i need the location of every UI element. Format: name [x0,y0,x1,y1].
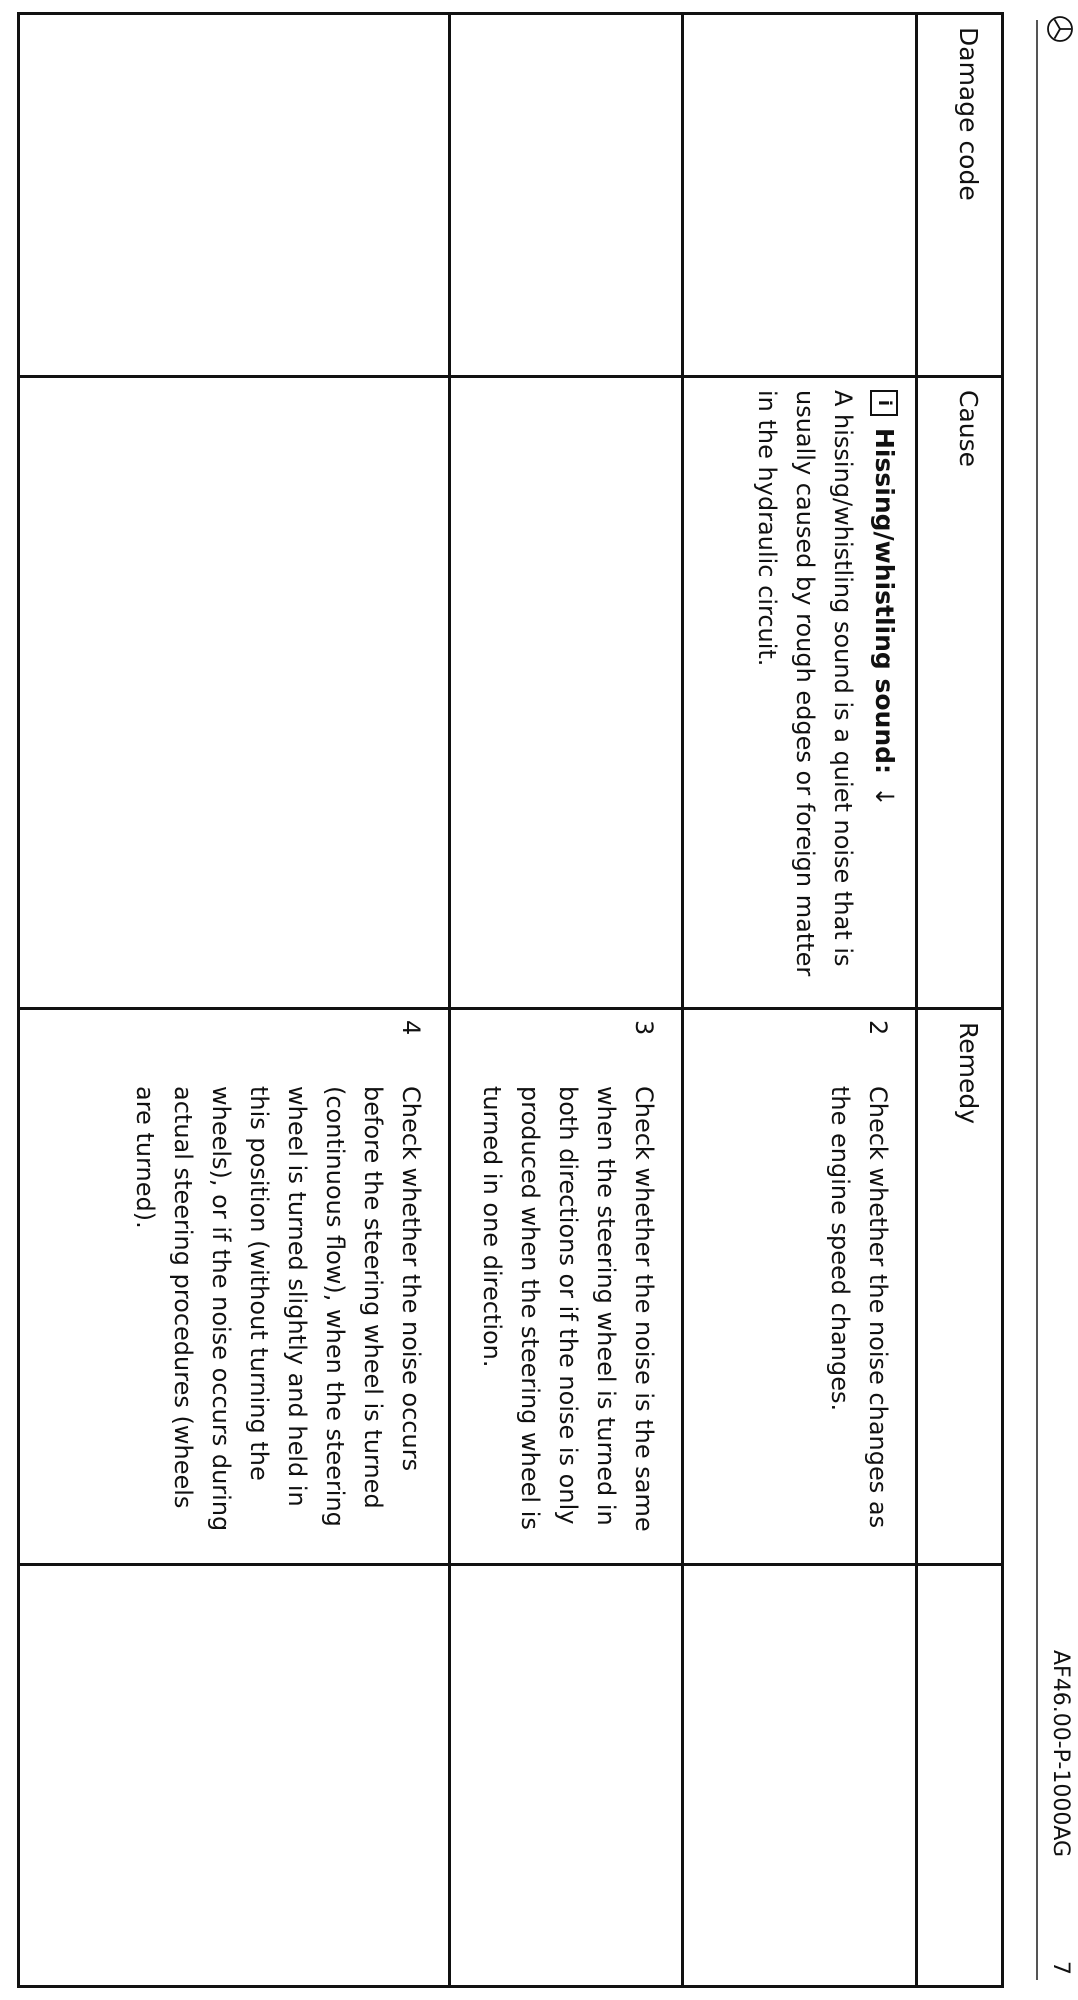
extra-cell [683,1565,917,1987]
extra-cell [19,1565,450,1987]
header-extra [917,1565,1003,1987]
table-row [683,14,917,1987]
remedy-number: 2 [864,1020,892,1036]
header-remedy: Remedy [917,1009,1003,1565]
remedy-text: Check whether the noise occurs before the steering wheel is turned (continuous flow), when the steering wheel is turned slightly and held in this position (without turning the wheels), or if the noise occurs during actual steering procedures (wheels are turned). [131,1086,425,1532]
cause-cell [19,377,450,1009]
cause-title [864,378,915,1007]
remedy-text: Check whether the noise is the same when the steering wheel is turned in both directions or if the noise is only produced when the steering wheel is turned in one direction. [478,1086,658,1532]
cause-cell [450,377,683,1009]
page-number: 7 [1048,1961,1073,1975]
remedy-cell [450,1009,683,1565]
header-damage-code: Damage code [917,14,1003,377]
table-row [19,14,450,1987]
remedy-number: 3 [630,1020,658,1036]
cause-title-text: Hissing/whistling sound: [870,428,899,775]
remedy-cell [683,1009,917,1565]
cause-cell [683,377,917,1009]
remedy-cell [19,1009,450,1565]
extra-cell [450,1565,683,1987]
diagnosis-table [17,12,1004,1988]
info-icon: i [871,390,899,416]
header-cause: Cause [917,377,1003,1009]
damage-code-cell [450,14,683,377]
cause-text: A hissing/whistling sound is a quiet noise that is usually caused by rough edges or foreign matter in the hydraulic circuit. [753,390,857,977]
damage-code-cell [19,14,450,377]
damage-code-cell [683,14,917,377]
table-header-row [917,14,1003,1987]
header-rule [1036,20,1038,1980]
remedy-text: Check whether the noise changes as the engine speed changes. [826,1086,892,1529]
down-arrow-icon: ↓ [870,786,899,807]
remedy-number: 4 [397,1020,425,1036]
document-id: AF46.00-P-1000AG [1048,1650,1073,1858]
mercedes-star-logo-icon [1046,15,1074,43]
table-row [450,14,683,1987]
